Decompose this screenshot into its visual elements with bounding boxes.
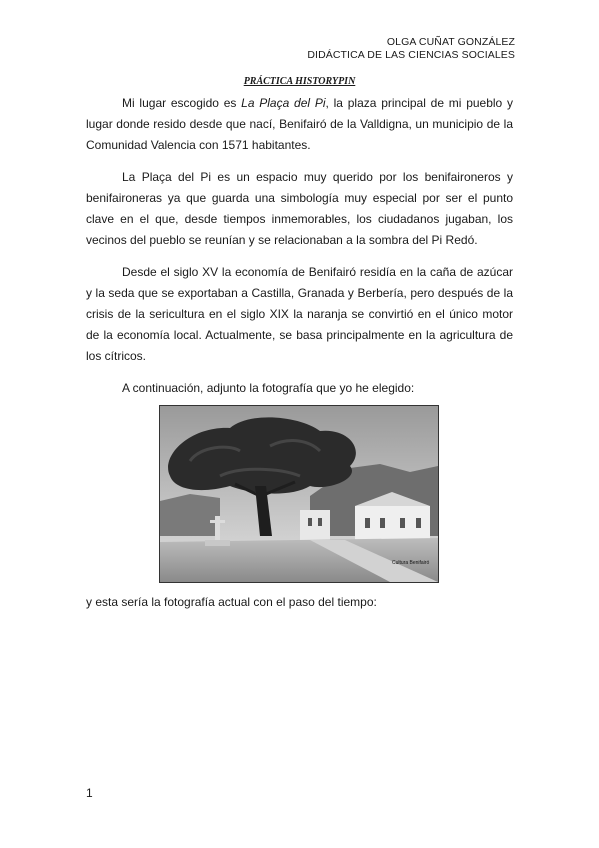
paragraph-1-start: Mi lugar escogido es (122, 96, 242, 110)
document-title: PRÁCTICA HISTORYPIN (243, 76, 356, 87)
header-author: OLGA CUÑAT GONZÁLEZ (386, 36, 515, 48)
paragraph-2: La Plaça del Pi es un espacio muy querido por los benifaironeros y benifaironeras ya que guarda una simbología muy especial por ser el punto clave en el que, desde tiempos inmemorables, los ciudadanos jugaban, los vecinos del pueblo se reunían y se relacionaban a la sombra del Pi Redó. (86, 170, 513, 247)
after-photo-text: y esta sería la fotografía actual con el paso del tiempo: (86, 595, 377, 609)
place-name-italic: La Plaça del Pi (241, 96, 326, 110)
photo-illustration (160, 406, 438, 582)
paragraph-1 (86, 93, 513, 156)
paragraph-1-end: , la plaza principal de mi pueblo y lugar donde resido desde que nací, Benifairó de la Valldigna, un municipio de la Comunidad Valencia con 1571 habitantes. (86, 96, 514, 152)
paragraph-3: Desde el siglo XV la economía de Benifairó residía en la caña de azúcar y la seda que se exportaban a Castilla, Granada y Berbería, pero después de la crisis de la sericultura en el siglo XIX la naranja se convirtió en el único motor de la economía local. Actualmente, se basa principalmente en la agricultura de los cítricos. (86, 265, 513, 363)
paragraph-4: A continuación, adjunto la fotografía que yo he elegido: (122, 381, 415, 395)
photo-stamp: Cultura Benifairó (392, 560, 430, 566)
body-text (86, 93, 513, 399)
historic-photograph (159, 405, 439, 583)
page-header (307, 36, 515, 62)
page-number: 1 (86, 786, 93, 800)
header-course: DIDÁCTICA DE LAS CIENCIAS SOCIALES (307, 49, 515, 61)
